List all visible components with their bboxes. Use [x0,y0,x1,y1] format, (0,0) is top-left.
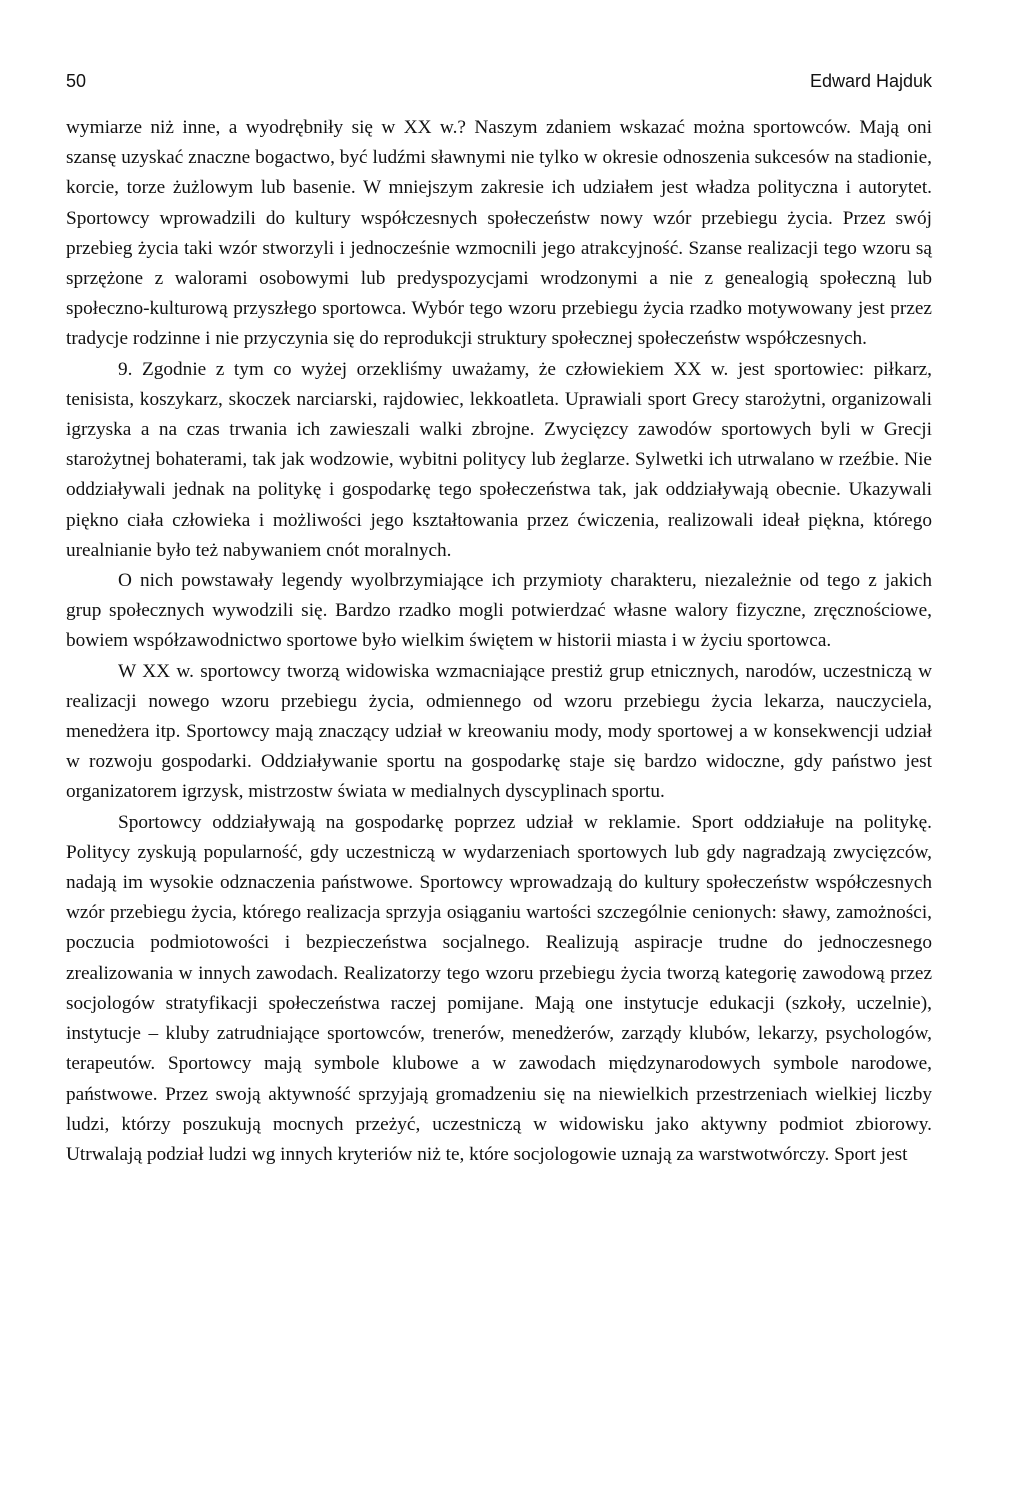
paragraph: W XX w. sportowcy tworzą widowiska wzmacniające prestiż grup etnicznych, narodów, uczestniczą w realizacji nowego wzoru przebiegu życia, odmiennego od wzoru przebiegu życia lekarza, nauczyciela, menedżera itp. Sportowcy mają znaczący udział w kreowaniu mody, mody sportowej a w konsekwencji udział w rozwoju gospodarki. Oddziaływanie sportu na gospodarkę staje się bardzo widoczne, gdy państwo jest organizatorem igrzysk, mistrzostw świata w medialnych dyscyplinach sportu. [66,660,932,803]
running-header [66,68,932,94]
running-head-author: Edward Hajduk [809,71,932,91]
page-number: 50 [66,71,87,91]
body-text [66,113,932,1170]
paragraph-continued: wymiarze niż inne, a wyodrębniły się w XX w.? Naszym zdaniem wskazać można sportowców. Mają oni szansę uzyskać znaczne bogactwo, być ludźmi sławnymi nie tylko w okresie odnoszenia sukcesów na stadionie, korcie, torze żużlowym lub basenie. W mniejszym zakresie ich udziałem jest władza polityczna i autorytet. Sportowcy wprowadzili do kultury współczesnych społeczeństw nowy wzór przebiegu życia. Przez swój przebieg życia taki wzór stworzyli i jednocześnie wzmocnili jego atrakcyjność. Szanse realizacji tego wzoru są sprzężone z walorami osobowymi lub predyspozycjami wrodzonymi a nie z genealogią społeczną lub społeczno-kulturową przyszłego sportowca. Wybór tego wzoru przebiegu życia rzadko motywowany jest przez tradycje rodzinne i nie przyczynia się do reprodukcji struktury społecznej społeczeństw współczesnych. [66,117,932,350]
document-page [66,0,932,1492]
paragraph: O nich powstawały legendy wyolbrzymiające ich przymioty charakteru, niezależnie od tego z jakich grup społecznych wywodzili się. Bardzo rzadko mogli potwierdzać własne walory fizyczne, zręcznościowe, bowiem współzawodnictwo sportowe było wielkim świętem w historii miasta i w życiu sportowca. [66,570,932,652]
paragraph-section-9: 9. Zgodnie z tym co wyżej orzekliśmy uważamy, że człowiekiem XX w. jest sportowiec: piłkarz, tenisista, koszykarz, skoczek narciarski, rajdowiec, lekkoatleta. Uprawiali sport Grecy starożytni, organizowali igrzyska a na czas trwania ich zawieszali walki zbrojne. Zwycięzcy zawodów sportowych byli w Grecji starożytnej bohaterami, tak jak wodzowie, wybitni politycy lub żeglarze. Sylwetki ich utrwalano w rzeźbie. Nie oddziaływali jednak na politykę i gospodarkę tego społeczeństwa tak, jak oddziaływają obecnie. Ukazywali piękno ciała człowieka i możliwości jego kształtowania przez ćwiczenia, realizowali ideał piękna, którego urealnianie było też nabywaniem cnót moralnych. [66,358,932,561]
paragraph: Sportowcy oddziaływają na gospodarkę poprzez udział w reklamie. Sport oddziałuje na politykę. Politycy zyskują popularność, gdy uczestniczą w wydarzeniach sportowych lub gdy nagradzają zwycięzców, nadają im wysokie odznaczenia państwowe. Sportowcy wprowadzają do kultury społeczeństw współczesnych wzór przebiegu życia, którego realizacja sprzyja osiąganiu wartości szczególnie cenionych: sławy, zamożności, poczucia podmiotowości i bezpieczeństwa socjalnego. Realizują aspiracje trudne do jednoczesnego zrealizowania w innych zawodach. Realizatorzy tego wzoru przebiegu życia tworzą kategorię zawodową przez socjologów stratyfikacji społeczeństwa raczej pomijane. Mają one instytucje edukacji (szkoły, uczelnie), instytucje – kluby zatrudniające sportowców, trenerów, menedżerów, zarządy klubów, lekarzy, psychologów, terapeutów. Sportowcy mają symbole klubowe a w zawodach międzynarodowych symbole narodowe, państwowe. Przez swoją aktywność sprzyjają gromadzeniu się na niewielkich przestrzeniach wielkiej liczby ludzi, którzy poszukują mocnych przeżyć, uczestniczą w widowisku jako aktywny podmiot zbiorowy. Utrwalają podział ludzi wg innych kryteriów niż te, które socjologowie uznają za warstwotwórczy. Sport jest [66,811,932,1165]
